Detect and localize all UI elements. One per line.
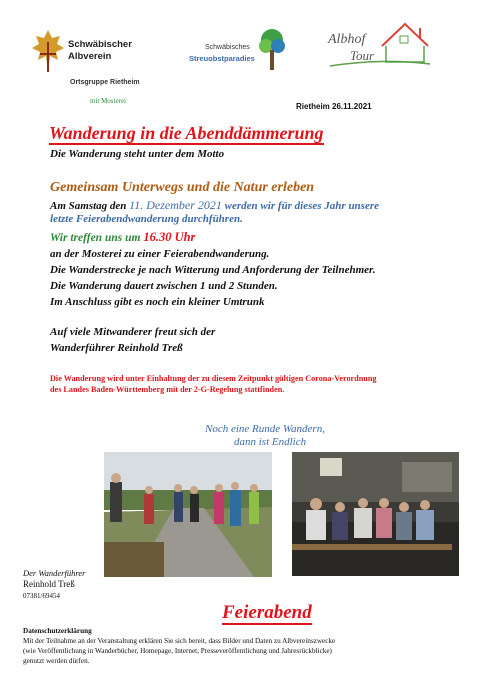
motto-intro: Die Wanderung steht unter dem Motto bbox=[50, 148, 225, 160]
closing-line1: Noch eine Runde Wandern, bbox=[205, 423, 325, 435]
guide-phone: 07381/69454 bbox=[23, 592, 60, 600]
corona-notice-line2: des Landes Baden-Württemberg mit der 2-G-Regelung stattfinden. bbox=[50, 385, 285, 394]
meeting-time: 16.30 Uhr bbox=[143, 230, 196, 244]
albhof-tour-logo bbox=[320, 18, 440, 74]
hiking-photo-image bbox=[104, 452, 272, 577]
gathering-photo-image bbox=[292, 452, 459, 576]
paragraph-guide: Wanderführer Reinhold Treß bbox=[50, 342, 183, 354]
corona-notice-line1: Die Wanderung wird unter Einhaltung der zu diesem Zeitpunkt gültigen Corona-Verordnung bbox=[50, 374, 377, 383]
privacy-line2: (wie Veröffentlichung in Wanderbücher, Homepage, Internet, Presseveröffentlichung und Jahresrückblicke) bbox=[23, 647, 332, 655]
tree-icon bbox=[258, 26, 286, 72]
streu-line2: Streuobstparadies bbox=[189, 54, 255, 63]
feierabend-heading: Feierabend bbox=[222, 602, 312, 623]
paragraph-date bbox=[50, 198, 379, 213]
leaf-emblem-icon bbox=[30, 28, 66, 74]
motto: Gemeinsam Unterwegs und die Natur erleben bbox=[50, 180, 315, 195]
albverein-name-line1: Schwäbischer bbox=[68, 39, 132, 50]
paragraph-duration: Die Wanderung dauert zwischen 1 und 2 Stunden. bbox=[50, 280, 278, 292]
paragraph-route: Die Wanderstrecke je nach Witterung und Anforderung der Teilnehmer. bbox=[50, 264, 376, 276]
meeting-prefix: Wir treffen uns um bbox=[50, 232, 144, 244]
date-line: Rietheim 26.11.2021 bbox=[296, 102, 372, 111]
privacy-line1: Mit der Teilnahme an der Veranstaltung erklären Sie sich bereit, dass Bilder und Daten zu Albvereinszwecke bbox=[23, 637, 336, 645]
tour-word: Tour bbox=[350, 48, 375, 63]
guide-name: Reinhold Treß bbox=[23, 579, 75, 589]
paragraph-meeting bbox=[50, 230, 195, 245]
privacy-line3: genutzt werden dürfen. bbox=[23, 657, 90, 665]
streuobstparadies-logo bbox=[183, 24, 288, 74]
albverein-logo bbox=[30, 26, 155, 105]
paragraph-mosterei: an der Mosterei zu einer Feierabendwanderung. bbox=[50, 248, 270, 260]
streu-line1: Schwäbisches bbox=[205, 44, 250, 51]
albverein-mosterei: mit Mosterei bbox=[90, 97, 126, 105]
page-title: Wanderung in die Abenddämmerung bbox=[49, 123, 324, 143]
guide-role: Der Wanderführer bbox=[23, 568, 86, 578]
gathering-photo bbox=[292, 452, 459, 576]
albverein-local-group: Ortsgruppe Rietheim bbox=[70, 79, 140, 86]
event-date: 11. Dezember 2021 bbox=[129, 198, 222, 212]
paragraph-welcome: Auf viele Mitwanderer freut sich der bbox=[50, 326, 216, 338]
albhof-word: Albhof bbox=[328, 32, 366, 47]
hiking-group-photo bbox=[104, 452, 272, 577]
paragraph-drink: Im Anschluss gibt es noch ein kleiner Umtrunk bbox=[50, 296, 265, 308]
paragraph-date-suffix: werden wir für dieses Jahr unsere bbox=[221, 200, 379, 212]
paragraph-date-prefix: Am Samstag den bbox=[50, 200, 130, 212]
closing-line2: dann ist Endlich bbox=[234, 436, 307, 448]
paragraph-last-hike: letzte Feierabendwanderung durchführen. bbox=[50, 213, 243, 225]
albverein-name-line2: Albverein bbox=[68, 51, 112, 62]
privacy-title: Datenschutzerklärung bbox=[23, 627, 92, 635]
